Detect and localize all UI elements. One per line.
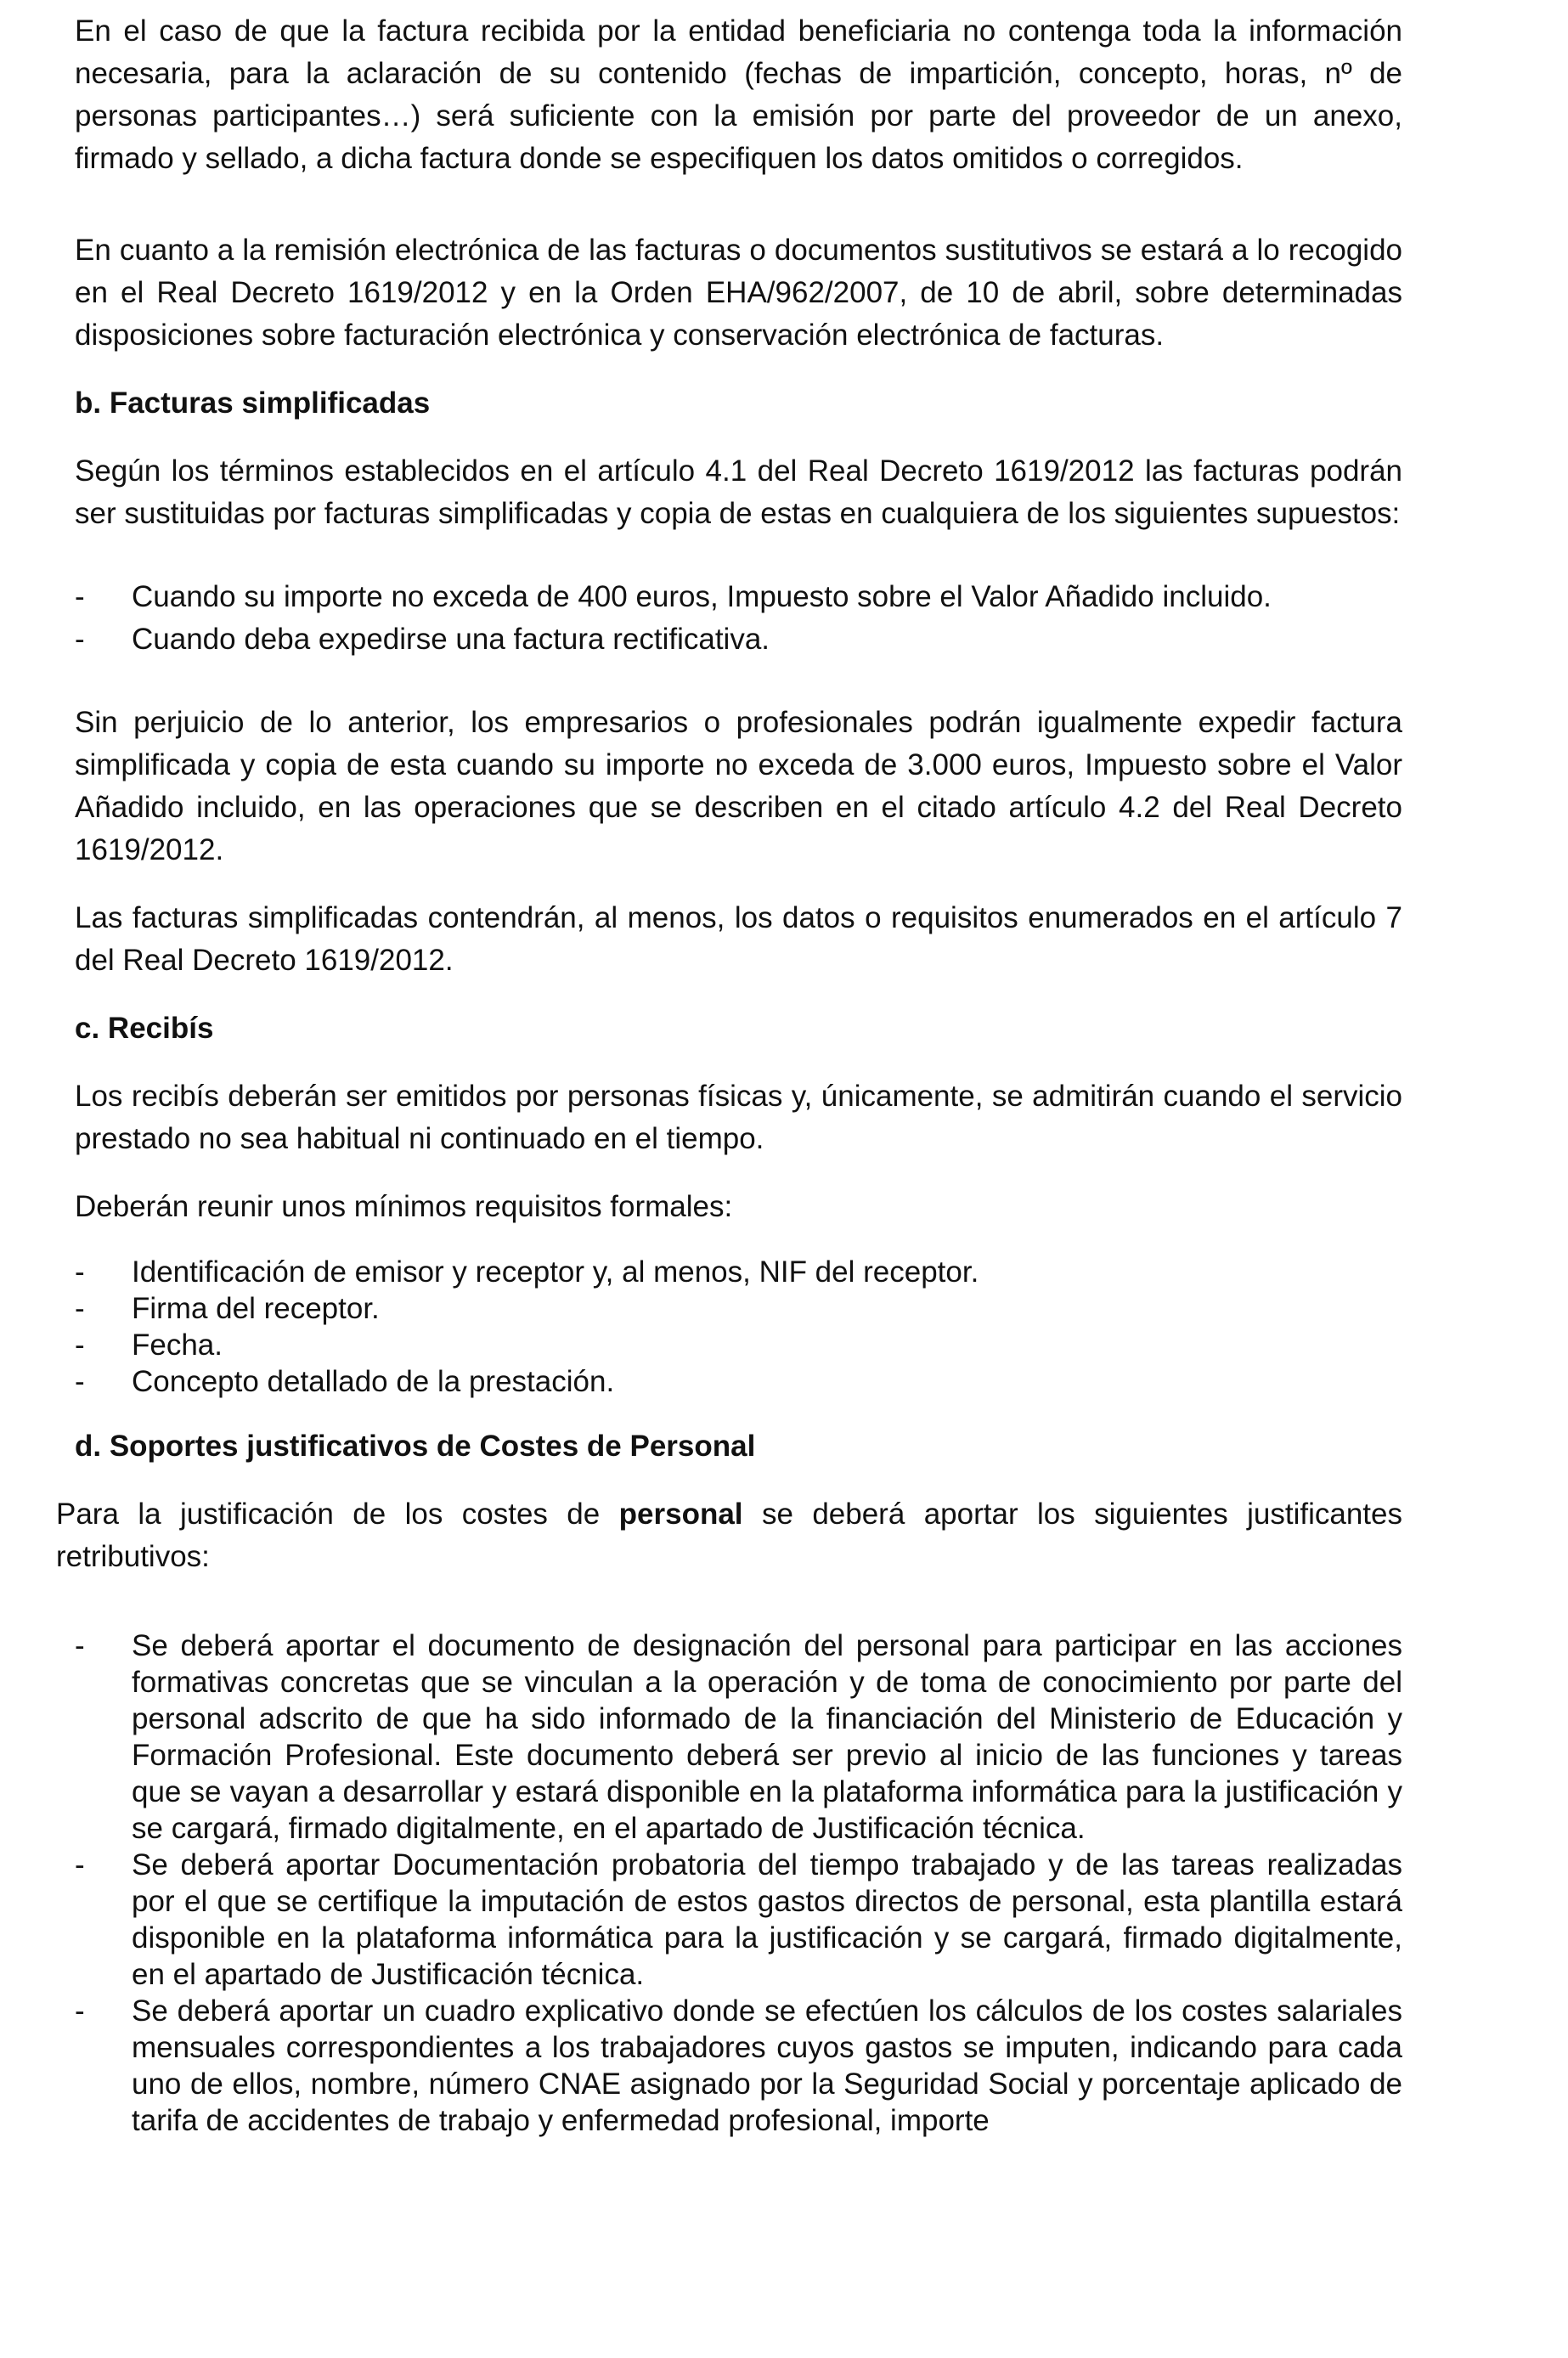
list-simplified-cases (75, 576, 1402, 661)
paragraph-invoice-annex: En el caso de que la factura recibida por la entidad beneficiaria no contenga toda la información necesaria, para la aclaración de su contenido (fechas de impartición, concepto, horas, nº de personas participantes…) será suficiente con la emisión por parte del proveedor de un anexo, firmado y sellado, a dicha factura donde se especifiquen los datos omitidos o corregidos. (75, 14, 1402, 175)
list-item (75, 1627, 1402, 1847)
bullet-dash: - (75, 1994, 85, 2028)
list-personnel-documents (75, 1627, 1402, 2139)
list-item (75, 1847, 1402, 1993)
list-item (75, 1327, 1402, 1363)
paragraph-3000-euros: Sin perjuicio de lo anterior, los empresarios o profesionales podrán igualmente expedir factura simplificada y copia de esta cuando su importe no exceda de 3.000 euros, Impuesto sobre el Valor Añadido incluido, en las operaciones que se describen en el citado artículo 4.2 del Real Decreto 1619/2012. (75, 706, 1402, 866)
list-item (75, 1993, 1402, 2139)
paragraph-article-7: Las facturas simplificadas contendrán, al menos, los datos o requisitos enumerados en el artículo 7 del Real Decreto 1619/2012. (75, 901, 1402, 977)
heading-simplified-invoices: b. Facturas simplificadas (75, 386, 431, 420)
paragraph-formal-requirements: Deberán reunir unos mínimos requisitos formales: (75, 1190, 733, 1223)
list-item (75, 1254, 1402, 1290)
list-item-text: Concepto detallado de la prestación. (132, 1365, 615, 1398)
bullet-dash: - (75, 623, 85, 656)
personnel-intro-bold: personal (618, 1498, 743, 1531)
personnel-intro-before: Para la justificación de los costes de (56, 1498, 601, 1531)
heading-personnel-costs: d. Soportes justificativos de Costes de Personal (75, 1430, 756, 1463)
bullet-dash: - (75, 1328, 85, 1362)
list-item-text: Identificación de emisor y receptor y, al menos, NIF del receptor. (132, 1255, 979, 1289)
list-item (75, 576, 1402, 618)
list-item (75, 1363, 1402, 1400)
paragraph-personnel-intro (56, 1493, 1402, 1578)
list-item-text: Fecha. (132, 1328, 223, 1362)
paragraph-simplified-intro: Según los términos establecidos en el artículo 4.1 del Real Decreto 1619/2012 las facturas podrán ser sustituidas por facturas simplificadas y copia de estas en cualquiera de los siguientes supuestos: (75, 454, 1402, 530)
bullet-dash: - (75, 580, 85, 613)
personnel-intro-after: se deberá aportar los siguientes justificantes retributivos: (56, 1498, 1402, 1573)
paragraph-electronic-invoicing: En cuanto a la remisión electrónica de las facturas o documentos sustitutivos se estará a lo recogido en el Real Decreto 1619/2012 y en la Orden EHA/962/2007, de 10 de abril, sobre determinadas disposiciones sobre facturación electrónica y conservación electrónica de facturas. (75, 234, 1402, 352)
bullet-dash: - (75, 1255, 85, 1289)
list-item-text: Se deberá aportar el documento de designación del personal para participar en las acciones formativas concretas que se vinculan a la operación y de toma de conocimiento por parte del personal adscrito de que ha sido informado de la financiación del Ministerio de Educación y Formación Profesional. Este documento deberá ser previo al inicio de las funciones y tareas que se vayan a desarrollar y estará disponible en la plataforma informática para la justificación y se cargará, firmado digitalmente, en el apartado de Justificación técnica. (132, 1629, 1402, 1845)
bullet-dash: - (75, 1848, 85, 1881)
heading-receipts: c. Recibís (75, 1012, 214, 1045)
list-item-text: Firma del receptor. (132, 1292, 380, 1325)
bullet-dash: - (75, 1292, 85, 1325)
list-item-text: Cuando su importe no exceda de 400 euros, Impuesto sobre el Valor Añadido incluido. (132, 580, 1272, 613)
bullet-dash: - (75, 1629, 85, 1662)
list-item (75, 1290, 1402, 1327)
list-item (75, 618, 1402, 661)
list-item-text: Cuando deba expedirse una factura rectificativa. (132, 623, 770, 656)
bullet-dash: - (75, 1365, 85, 1398)
list-item-text: Se deberá aportar Documentación probatoria del tiempo trabajado y de las tareas realizadas por el que se certifique la imputación de estos gastos directos de personal, esta plantilla estará disponible en la plataforma informática para la justificación y se cargará, firmado digitalmente, en el apartado de Justificación técnica. (132, 1848, 1402, 1991)
list-item-text: Se deberá aportar un cuadro explicativo donde se efectúen los cálculos de los costes salariales mensuales correspondientes a los trabajadores cuyos gastos se imputen, indicando para cada uno de ellos, nombre, número CNAE asignado por la Seguridad Social y porcentaje aplicado de tarifa de accidentes de trabajo y enfermedad profesional, importe (132, 1994, 1402, 2137)
list-formal-requirements (75, 1254, 1402, 1400)
paragraph-receipts: Los recibís deberán ser emitidos por personas físicas y, únicamente, se admitirán cuando el servicio prestado no sea habitual ni continuado en el tiempo. (75, 1080, 1402, 1155)
